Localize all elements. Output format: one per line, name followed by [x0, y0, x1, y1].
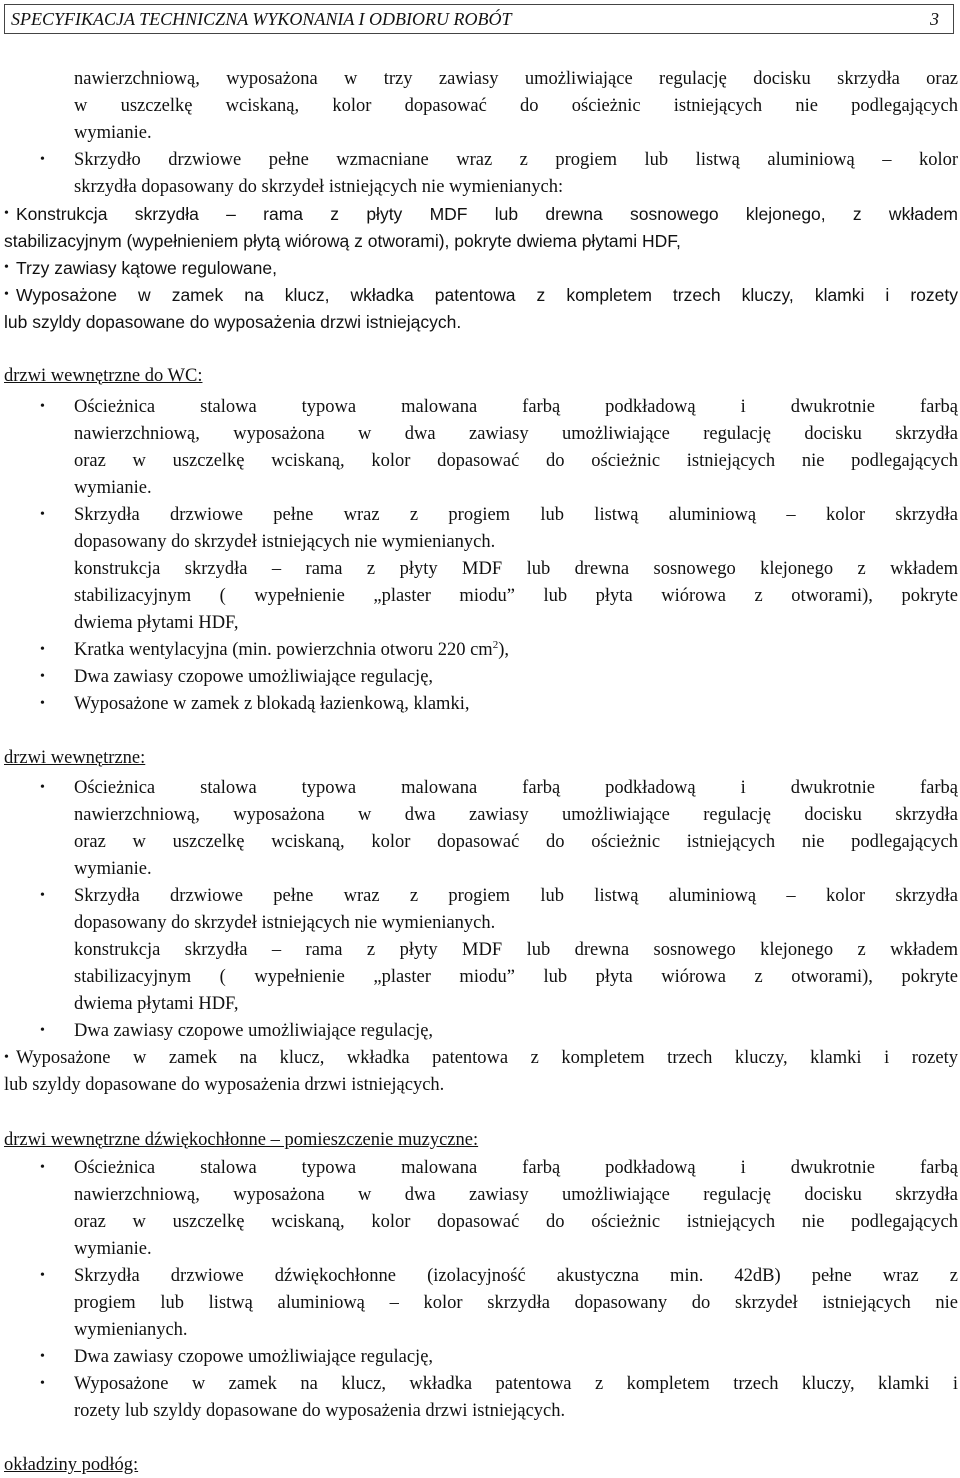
text-line — [74, 639, 509, 661]
text-line: progiem lub listwą aluminiową – kolor skrzydła dopasowany do skrzydeł istniejących nie — [74, 1293, 958, 1313]
text-line: nawierzchniową, wyposażona w trzy zawiasy umożliwiające regulację docisku skrzydła oraz — [74, 69, 958, 89]
section-heading: okładziny podłóg: — [4, 1455, 139, 1475]
text-line: lub szyldy dopasowane do wyposażenia drzwi istniejących. — [4, 312, 462, 332]
text-line: Dwa zawiasy czopowe umożliwiające regulację, — [74, 1021, 434, 1041]
bullet-icon: • — [40, 152, 45, 167]
text-line: dwiema płytami HDF, — [74, 613, 239, 633]
text-line: Wyposażone w zamek na klucz, wkładka patentowa z kompletem trzech kluczy, klamki i — [74, 1374, 958, 1394]
text-line: Dwa zawiasy czopowe umożliwiające regulację, — [74, 1347, 434, 1367]
text-line: oraz w uszczelkę wciskaną, kolor dopasować do ościeżnic istniejących nie podlegających — [74, 451, 958, 471]
section-heading: drzwi wewnętrzne do WC: — [4, 366, 203, 386]
text-line: wymianie. — [74, 123, 152, 143]
bullet-icon: • — [4, 206, 9, 221]
text-line: Skrzydła drzwiowe pełne wraz z progiem lub listwą aluminiową – kolor skrzydła — [74, 505, 958, 525]
bullet-icon: • — [40, 1023, 45, 1038]
text-line: w uszczelkę wciskaną, kolor dopasować do ościeżnic istniejących nie podlegających — [74, 96, 958, 116]
text-fragment: ), — [498, 640, 509, 660]
text-line: wymianie. — [74, 859, 152, 879]
bullet-icon: • — [40, 1349, 45, 1364]
text-fragment: Kratka wentylacyjna (min. powierzchnia otworu 220 cm — [74, 640, 493, 660]
section-heading: drzwi wewnętrzne dźwiękochłonne – pomieszczenie muzyczne: — [4, 1130, 479, 1150]
bullet-icon: • — [40, 696, 45, 711]
text-line: Skrzydła drzwiowe dźwiękochłonne (izolacyjność akustyczna min. 42dB) pełne wraz z — [74, 1266, 958, 1286]
text-line: nawierzchniową, wyposażona w dwa zawiasy umożliwiające regulację docisku skrzydła — [74, 424, 958, 444]
text-line: konstrukcja skrzydła – rama z płyty MDF lub drewna sosnowego klejonego z wkładem — [74, 940, 958, 960]
text-line: stabilizacyjnym ( wypełnienie „plaster miodu” lub płyta wiórowa z otworami), pokryte — [74, 967, 958, 987]
text-line: stabilizacyjnym (wypełnieniem płytą wiórową z otworami), pokryte dwiema płytami HDF, — [4, 231, 681, 251]
text-line: skrzydła dopasowany do skrzydeł istniejących nie wymienianych: — [74, 177, 564, 197]
bullet-icon: • — [4, 260, 9, 275]
superscript: 2 — [492, 638, 499, 651]
text-line: nawierzchniową, wyposażona w dwa zawiasy umożliwiające regulację docisku skrzydła — [74, 1185, 958, 1205]
text-line: lub szyldy dopasowane do wyposażenia drzwi istniejących. — [4, 1075, 445, 1095]
bullet-icon: • — [40, 399, 45, 414]
bullet-icon: • — [40, 1376, 45, 1391]
text-line: Dwa zawiasy czopowe umożliwiające regulację, — [74, 667, 434, 687]
page-header — [4, 4, 954, 34]
text-line: Wyposażone w zamek na klucz, wkładka patentowa z kompletem trzech kluczy, klamki i rozety — [16, 1048, 958, 1068]
text-line: dwiema płytami HDF, — [74, 994, 239, 1014]
bullet-icon: • — [40, 1160, 45, 1175]
text-line: konstrukcja skrzydła – rama z płyty MDF lub drewna sosnowego klejonego z wkładem — [74, 559, 958, 579]
text-line: Ościeżnica stalowa typowa malowana farbą podkładową i dwukrotnie farbą — [74, 397, 958, 417]
text-line: wymienianych. — [74, 1320, 188, 1340]
bullet-icon: • — [40, 669, 45, 684]
text-line: Skrzydło drzwiowe pełne wzmacniane wraz z progiem lub listwą aluminiową – kolor — [74, 150, 958, 170]
bullet-icon: • — [40, 507, 45, 522]
text-line: rozety lub szyldy dopasowane do wyposażenia drzwi istniejących. — [74, 1401, 566, 1421]
text-line: Wyposażone w zamek z blokadą łazienkową, klamki, — [74, 694, 470, 714]
text-line: Skrzydła drzwiowe pełne wraz z progiem lub listwą aluminiową – kolor skrzydła — [74, 886, 958, 906]
text-line: oraz w uszczelkę wciskaną, kolor dopasować do ościeżnic istniejących nie podlegających — [74, 832, 958, 852]
text-line: nawierzchniową, wyposażona w dwa zawiasy umożliwiające regulację docisku skrzydła — [74, 805, 958, 825]
bullet-icon: • — [4, 287, 9, 302]
text-line: wymianie. — [74, 478, 152, 498]
text-line: dopasowany do skrzydeł istniejących nie wymienianych. — [74, 532, 496, 552]
bullet-icon: • — [40, 642, 45, 657]
bullet-icon: • — [40, 888, 45, 903]
section-heading: drzwi wewnętrzne: — [4, 748, 146, 768]
text-line: Konstrukcja skrzydła – rama z płyty MDF lub drewna sosnowego klejonego, z wkładem — [16, 204, 958, 224]
text-line: Ościeżnica stalowa typowa malowana farbą podkładową i dwukrotnie farbą — [74, 1158, 958, 1178]
page-number: 3 — [930, 9, 939, 29]
text-line: Ościeżnica stalowa typowa malowana farbą podkładową i dwukrotnie farbą — [74, 778, 958, 798]
bullet-icon: • — [40, 1268, 45, 1283]
text-line: wymianie. — [74, 1239, 152, 1259]
header-title: SPECYFIKACJA TECHNICZNA WYKONANIA I ODBIORU ROBÓT — [11, 9, 512, 29]
text-line: Wyposażone w zamek na klucz, wkładka patentowa z kompletem trzech kluczy, klamki i rozety — [16, 285, 958, 305]
text-line: dopasowany do skrzydeł istniejących nie wymienianych. — [74, 913, 496, 933]
bullet-icon: • — [4, 1050, 9, 1065]
text-line: stabilizacyjnym ( wypełnienie „plaster miodu” lub płyta wiórowa z otworami), pokryte — [74, 586, 958, 606]
text-line: oraz w uszczelkę wciskaną, kolor dopasować do ościeżnic istniejących nie podlegających — [74, 1212, 958, 1232]
text-line: Trzy zawiasy kątowe regulowane, — [16, 258, 277, 278]
bullet-icon: • — [40, 780, 45, 795]
